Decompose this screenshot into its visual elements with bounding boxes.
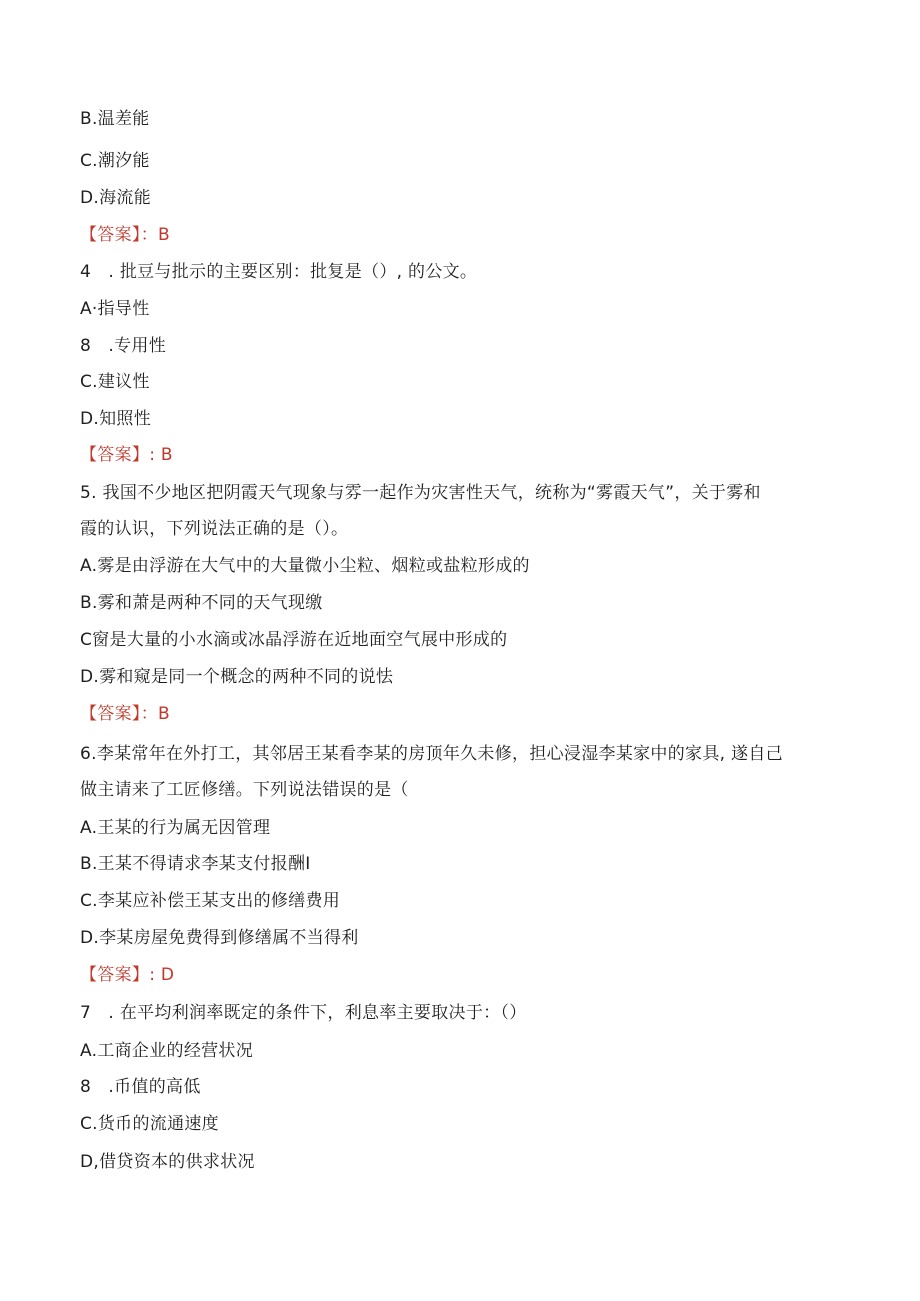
answer-line: 【答案】: D: [80, 965, 175, 985]
option-line: A.工商企业的经营状况: [80, 1041, 254, 1061]
option-line: C.李某应补偿王某支出的修缮费用: [80, 891, 341, 911]
option-line: C.潮汐能: [80, 151, 150, 171]
question-line: 5. 我国不少地区把阴霞天气现象与雰一起作为灾害性天气，统称为“雾霞天气”，关于雾和: [80, 483, 761, 503]
option-line: C.货币的流通速度: [80, 1114, 219, 1134]
option-line: D,借贷资本的供求状况: [80, 1152, 255, 1172]
option-line: 8 .币值的高低: [80, 1077, 201, 1097]
option-line: D.雾和窥是同一个概念的两种不同的说怯: [80, 667, 394, 687]
answer-line: 【答案】：B: [80, 225, 170, 245]
option-line: A.雾是由浮游在大气中的大量微小尘粒、烟粒或盐粒形成的: [80, 556, 530, 576]
question-line: 7 . 在平均利润率既定的条件下，利息率主要取决于：（）: [80, 1003, 527, 1023]
option-line: C.建议性: [80, 372, 150, 392]
option-line: A.王某的行为属无因管理: [80, 818, 271, 838]
answer-line: 【答案】: B: [80, 445, 173, 465]
option-line: D.海流能: [80, 188, 151, 208]
option-line: D.李某房屋免费得到修缮属不当得利: [80, 928, 359, 948]
question-line: 4 . 批豆与批示的主要区别：批复是（）, 的公文。: [80, 262, 478, 282]
option-line: B.王某不得请求李某支付报酬I: [80, 854, 311, 874]
option-line: 8 .专用性: [80, 336, 167, 356]
answer-line: 【答案】：B: [80, 704, 170, 724]
question-line: 做主请来了工匠修缮。下列说法错误的是（: [80, 780, 409, 800]
option-line: B.雾和萧是两种不同的天气现缴: [80, 593, 323, 613]
option-line: C窗是大量的小水滴或冰晶浮游在近地面空气展中形成的: [80, 630, 508, 650]
question-line: 霞的认识，下列说法正确的是（）。: [80, 519, 349, 539]
option-line: B.温差能: [80, 109, 150, 129]
question-line: 6.李某常年在外打工，其邻居王某看李某的房顶年久未修，担心浸湿李某家中的家具, 遂自己: [80, 744, 783, 764]
option-line: A·指导性: [80, 299, 150, 319]
option-line: D.知照性: [80, 409, 151, 429]
